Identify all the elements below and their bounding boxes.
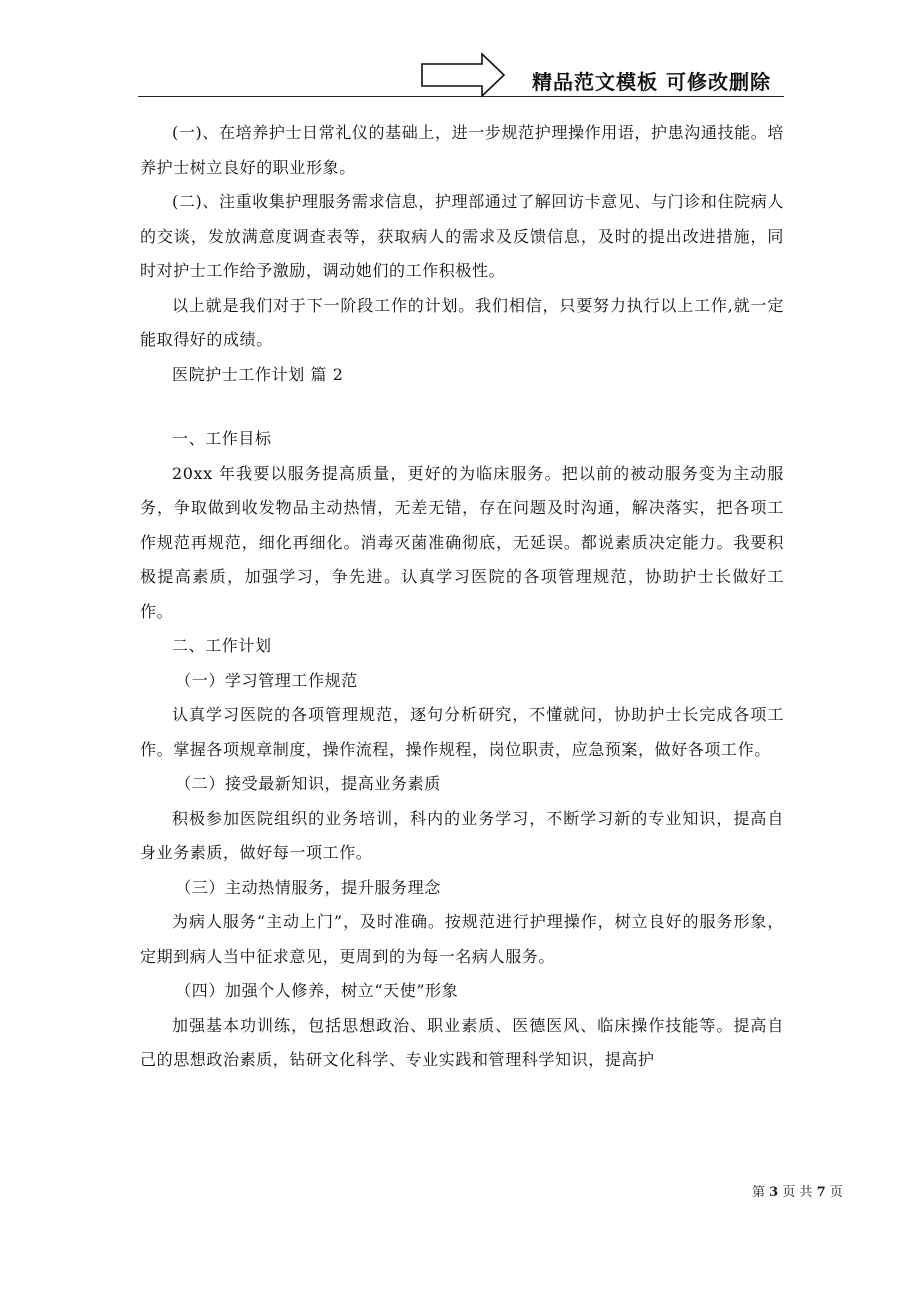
heading-work-plan: 二、工作计划 (172, 636, 272, 655)
page-header (0, 0, 920, 100)
page-number (752, 1181, 843, 1200)
page-prefix: 第 (752, 1185, 766, 1200)
section-title: 医院护士工作计划 篇 2 (172, 364, 344, 384)
spacer (140, 392, 784, 422)
total-pages: 7 (816, 1185, 826, 1200)
paragraph: 加强基本功训练，包括思想政治、职业素质、医德医风、临床操作技能等。提高自己的思想政治素质，钻研文化科学、专业实践和管理科学知识，提高护 (140, 1015, 784, 1069)
paragraph: 积极参加医院组织的业务培训，科内的业务学习，不断学习新的专业知识，提高自身业务素质，做好每一项工作。 (140, 808, 784, 862)
paragraph: (一)、在培养护士日常礼仪的基础上，进一步规范护理操作用语，护患沟通技能。培养护士树立良好的职业形象。 (140, 123, 784, 177)
page-suffix: 页 (829, 1185, 843, 1200)
header-divider (138, 96, 784, 97)
arrow-right-icon (420, 52, 506, 98)
paragraph: 20xx 年我要以服务提高质量，更好的为临床服务。把以前的被动服务变为主动服务，争取做到收发物品主动热情，无差无错，存在问题及时沟通，解决落实，把各项工作规范再规范，细化再细化。消毒灭菌准确彻底，无延误。都说素质决定能力。我要积极提高素质，加强学习，争先进。认真学习医院的各项管理规范，协助护士长做好工作。 (140, 463, 784, 621)
subheading: （二）接受最新知识，提高业务素质 (175, 774, 441, 793)
subheading: （一）学习管理工作规范 (175, 670, 358, 690)
page-middle: 页 共 (782, 1185, 813, 1200)
header-title: 精品范文模板 可修改删除 (532, 70, 771, 94)
subheading: （四）加强个人修养，树立“天使”形象 (175, 981, 459, 1000)
paragraph: 认真学习医院的各项管理规范，逐句分析研究，不懂就问，协助护士长完成各项工作。掌握各项规章制度，操作流程，操作规程，岗位职责，应急预案，做好各项工作。 (140, 705, 784, 759)
document-body (140, 116, 784, 1078)
paragraph: (二)、注重收集护理服务需求信息，护理部通过了解回访卡意见、与门诊和住院病人的交谈，发放满意度调查表等，获取病人的需求及反馈信息，及时的提出改进措施，同时对护士工作给予激励，调动她们的工作积极性。 (140, 192, 784, 280)
paragraph: 以上就是我们对于下一阶段工作的计划。我们相信，只要努力执行以上工作,就一定能取得好的成绩。 (140, 295, 784, 349)
paragraph: 为病人服务“主动上门”，及时准确。按规范进行护理操作，树立良好的服务形象，定期到病人当中征求意见，更周到的为每一名病人服务。 (140, 912, 784, 966)
current-page: 3 (769, 1185, 779, 1200)
heading-work-goal: 一、工作目标 (172, 429, 272, 448)
subheading: （三）主动热情服务，提升服务理念 (175, 877, 441, 897)
